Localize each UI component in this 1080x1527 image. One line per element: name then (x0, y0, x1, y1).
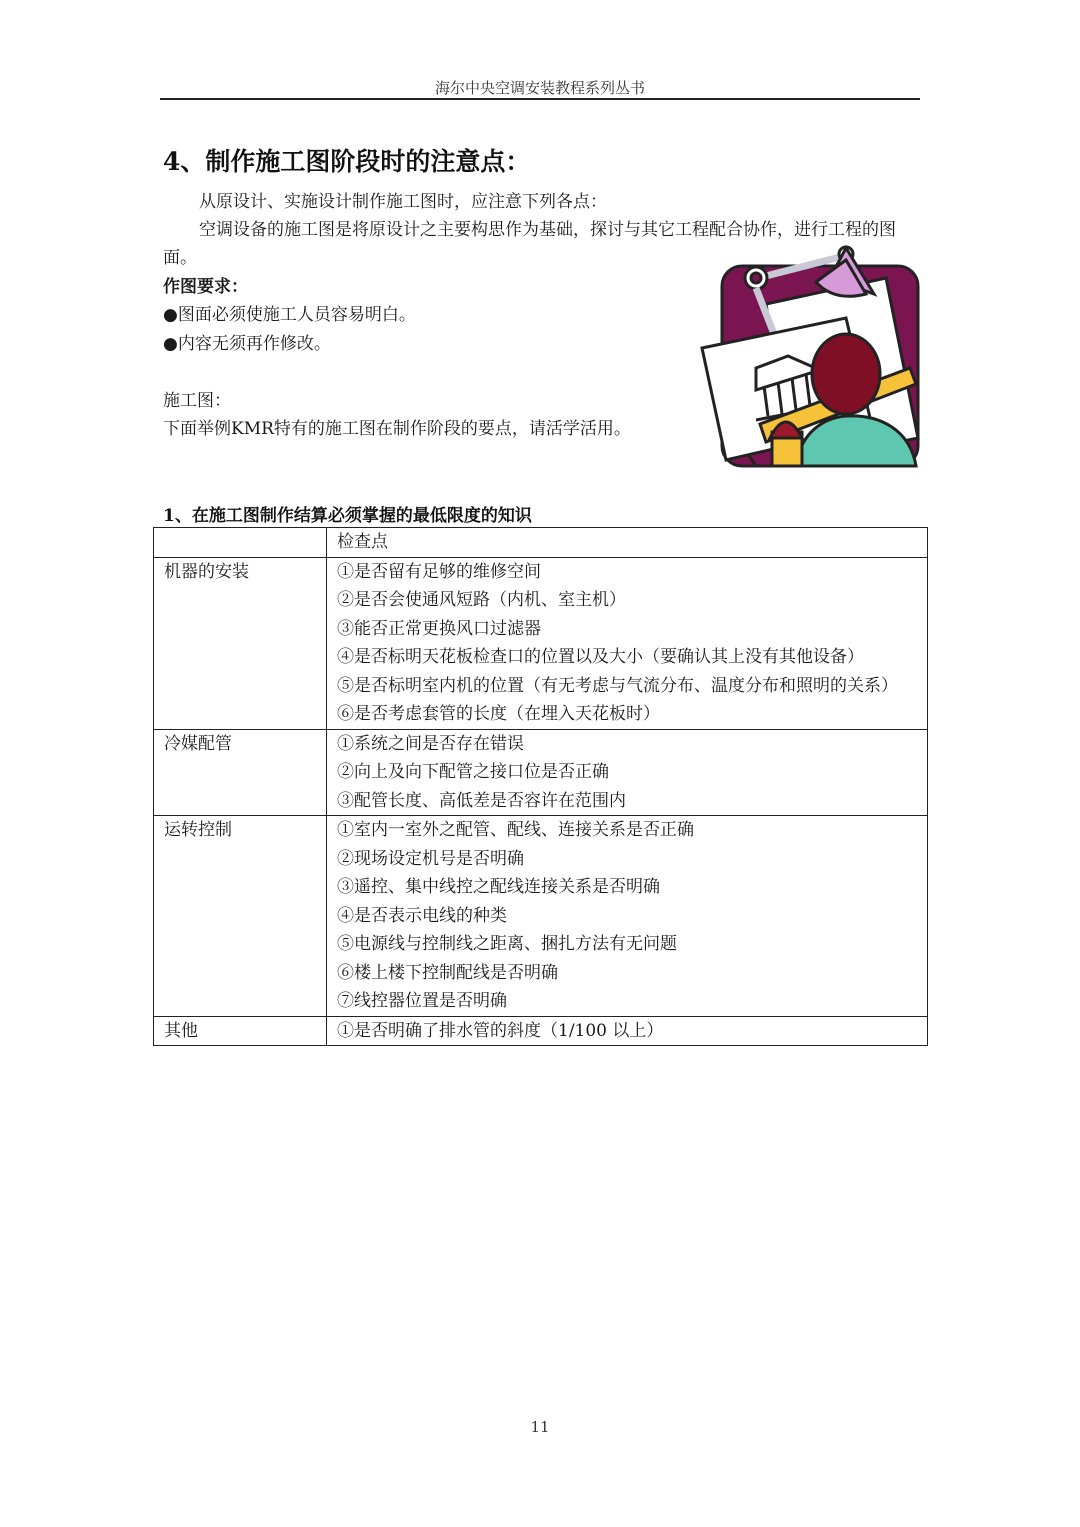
check-item: ⑥楼上楼下控制配线是否明确 (337, 962, 558, 983)
check-item: ⑤是否标明室内机的位置（有无考虑与气流分布、温度分布和照明的关系） (337, 675, 898, 696)
construction-label: 施工图： (163, 391, 231, 411)
check-item: ④是否标明天花板检查口的位置以及大小（要确认其上没有其他设备） (337, 647, 864, 667)
construction-text: 下面举例KMR特有的施工图在制作阶段的要点，请活学活用。 (163, 419, 631, 439)
check-item: ①室内一室外之配管、配线、连接关系是否正确 (337, 820, 694, 840)
table-header-cell: 检查点 (327, 528, 928, 558)
requirement-bullet: ●图面必须使施工人员容易明白。 (163, 305, 416, 325)
check-item: ④是否表示电线的种类 (337, 905, 507, 926)
row-items (327, 729, 928, 816)
table-header-row (154, 528, 928, 558)
body-paragraph: 空调设备的施工图是将原设计之主要构思作为基础，探讨与其它工程配合协作，进行工程的图面。 (163, 220, 896, 268)
row-category: 冷媒配管 (154, 729, 327, 816)
check-item: ①系统之间是否存在错误 (337, 733, 524, 754)
row-category: 机器的安装 (154, 557, 327, 729)
drafting-illustration-icon (696, 238, 926, 478)
page-header-title: 海尔中央空调安装教程系列丛书 (434, 79, 645, 97)
intro-paragraph: 从原设计、实施设计制作施工图时，应注意下列各点： (199, 192, 607, 212)
requirement-bullet: ●内容无须再作修改。 (163, 334, 331, 354)
table-row (154, 816, 928, 1017)
check-table (153, 527, 928, 1046)
header-rule (160, 98, 920, 100)
check-item: ①是否留有足够的维修空间 (337, 561, 541, 582)
table-caption: 1、在施工图制作结算必须掌握的最低限度的知识 (163, 506, 532, 526)
row-items (327, 816, 928, 1017)
check-item: ②是否会使通风短路（内机、室主机） (337, 590, 626, 610)
check-item: ②向上及向下配管之接口位是否正确 (337, 762, 609, 782)
check-item: ③配管长度、高低差是否容许在范围内 (337, 790, 626, 811)
check-item: ③能否正常更换风口过滤器 (337, 618, 541, 639)
check-item: ⑦线控器位置是否明确 (337, 991, 507, 1011)
check-item: ⑥是否考虑套管的长度（在埋入天花板时） (337, 704, 660, 724)
table-row (154, 557, 928, 729)
check-item: ②现场设定机号是否明确 (337, 848, 524, 869)
row-items (327, 557, 928, 729)
page-number: 11 (530, 1418, 550, 1436)
table-row (154, 729, 928, 816)
check-item: ③遥控、集中线控之配线连接关系是否明确 (337, 877, 660, 897)
requirements-label: 作图要求： (163, 277, 248, 297)
row-items (327, 1016, 928, 1046)
check-item: ①是否明确了排水管的斜度（1/100 以上） (337, 1020, 664, 1041)
row-category: 运转控制 (154, 816, 327, 1017)
table-header-cell (154, 528, 327, 558)
check-item: ⑤电源线与控制线之距离、捆扎方法有无问题 (337, 934, 677, 954)
table-row (154, 1016, 928, 1046)
section-heading: 4、制作施工图阶段时的注意点： (163, 147, 531, 176)
row-category: 其他 (154, 1016, 327, 1046)
